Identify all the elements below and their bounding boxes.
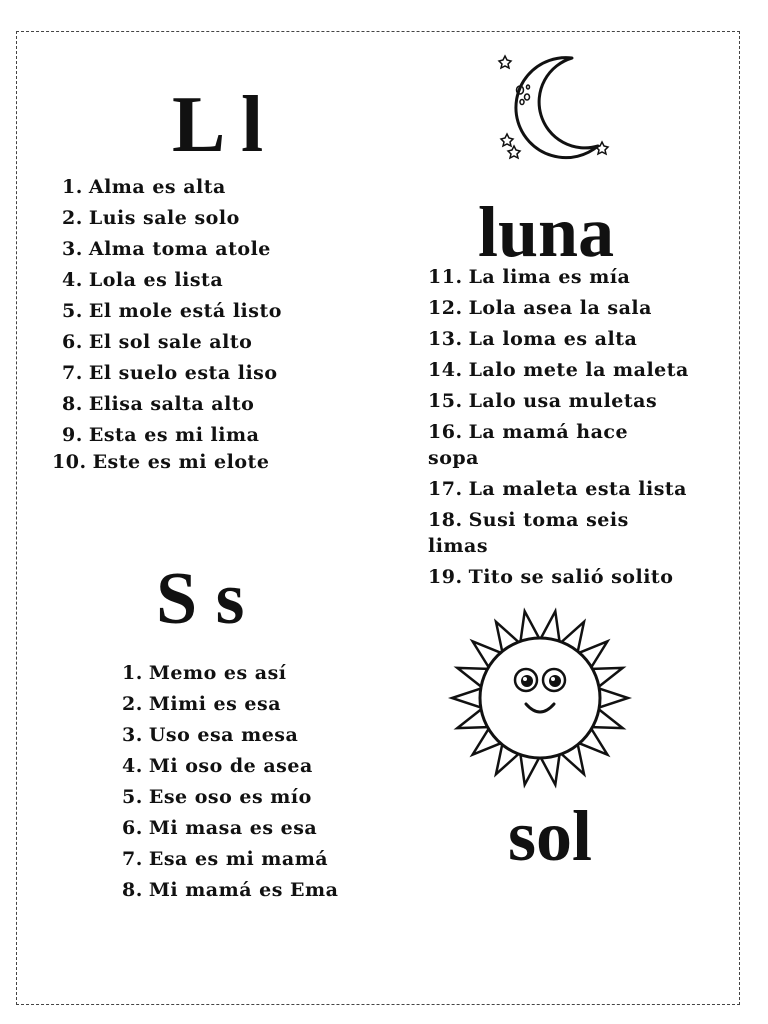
- list-item: 2. Mimi es esa: [122, 693, 282, 715]
- l-sentence-list: [52, 176, 282, 482]
- smiling-sun-icon: [450, 608, 630, 788]
- s-sentence-list: [122, 662, 338, 910]
- list-item: 12. Lola asea la sala: [428, 297, 652, 319]
- list-item: 13. La loma es alta: [428, 328, 638, 350]
- list-item: 5. Ese oso es mío: [122, 786, 312, 808]
- word-luna: luna: [478, 192, 615, 272]
- moon-with-stars-icon: [494, 52, 614, 164]
- list-item: 3. Uso esa mesa: [122, 724, 299, 746]
- list-item: 18. Susi toma seis limas: [428, 509, 629, 557]
- list-item: 4. Lola es lista: [62, 269, 224, 291]
- heading-s: S s: [156, 558, 245, 640]
- list-item: 4. Mi oso de asea: [122, 755, 313, 777]
- list-item: 1. Alma es alta: [62, 176, 226, 198]
- word-sol: sol: [508, 796, 593, 876]
- list-item: 16. La mamá hace sopa: [428, 421, 629, 469]
- list-item: 7. Esa es mi mamá: [122, 848, 329, 870]
- luna-sentence-list: [428, 264, 718, 595]
- list-item: 8. Elisa salta alto: [62, 393, 255, 415]
- list-item: 17. La maleta esta lista: [428, 478, 687, 500]
- list-item: 1. Memo es así: [122, 662, 287, 684]
- sun-ray: [452, 689, 481, 708]
- heading-l: L l: [172, 81, 264, 169]
- list-item: 10. Este es mi elote: [52, 451, 270, 473]
- list-item: 3. Alma toma atole: [62, 238, 271, 260]
- list-item: 6. El sol sale alto: [62, 331, 253, 353]
- list-item: 19. Tito se salió solito: [428, 566, 674, 588]
- list-item: 5. El mole está listo: [62, 300, 282, 322]
- list-item: 2. Luis sale solo: [62, 207, 240, 229]
- list-item: 11. La lima es mía: [428, 266, 631, 288]
- list-item: 8. Mi mamá es Ema: [122, 879, 339, 901]
- list-item: 7. El suelo esta liso: [62, 362, 278, 384]
- list-item: 14. Lalo mete la maleta: [428, 359, 689, 381]
- sun-ray: [599, 689, 628, 708]
- list-item: 9. Esta es mi lima: [62, 424, 260, 446]
- list-item: 15. Lalo usa muletas: [428, 390, 658, 412]
- list-item: 6. Mi masa es esa: [122, 817, 318, 839]
